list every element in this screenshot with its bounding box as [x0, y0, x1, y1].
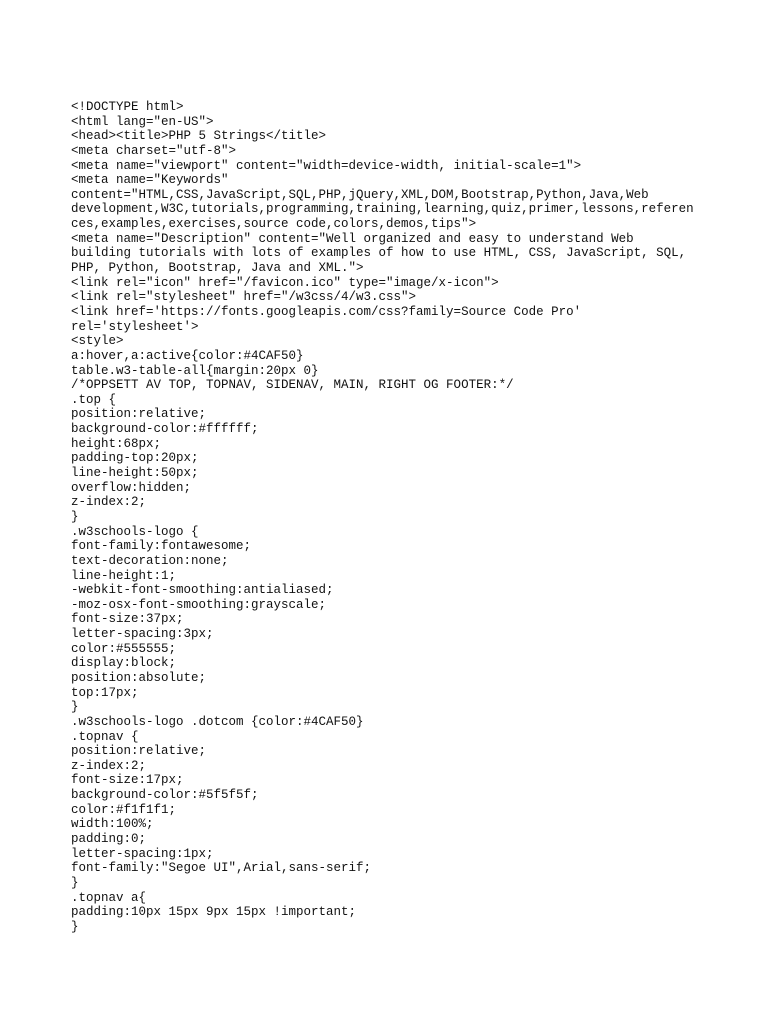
code-line: letter-spacing:1px; — [71, 846, 214, 861]
code-line: } — [71, 700, 79, 715]
code-line: <html lang="en-US"> — [71, 114, 214, 129]
code-line: overflow:hidden; — [71, 480, 192, 495]
code-line: content="HTML,CSS,JavaScript,SQL,PHP,jQuery,XML,DOM,Bootstrap,Python,Java,Web — [71, 187, 649, 202]
code-line: background-color:#5f5f5f; — [71, 788, 259, 803]
code-line: font-family:fontawesome; — [71, 539, 252, 554]
code-line: } — [71, 509, 79, 524]
code-line: color:#555555; — [71, 641, 177, 656]
code-line: padding:10px 15px 9px 15px !important; — [71, 905, 357, 920]
code-line: display:block; — [71, 656, 177, 671]
code-line: } — [71, 919, 79, 934]
code-line: z-index:2; — [71, 495, 147, 510]
code-line: .w3schools-logo .dotcom {color:#4CAF50} — [71, 714, 364, 729]
code-line: <meta name="viewport" content="width=device-width, initial-scale=1"> — [71, 158, 582, 173]
code-line: <link rel="icon" href="/favicon.ico" type="image/x-icon"> — [71, 275, 499, 290]
code-line: padding:0; — [71, 832, 147, 847]
code-line: <style> — [71, 334, 124, 349]
code-line: width:100%; — [71, 817, 154, 832]
code-line: development,W3C,tutorials,programming,training,learning,quiz,primer,lessons,referen — [71, 202, 694, 217]
code-line: position:relative; — [71, 744, 207, 759]
code-line: -moz-osx-font-smoothing:grayscale; — [71, 597, 327, 612]
code-line: font-family:"Segoe UI",Arial,sans-serif; — [71, 861, 372, 876]
code-line: .w3schools-logo { — [71, 524, 199, 539]
code-line: <meta name="Description" content="Well organized and easy to understand Web — [71, 231, 634, 246]
code-line: <!DOCTYPE html> — [71, 100, 184, 114]
code-line: top:17px; — [71, 685, 139, 700]
code-line: building tutorials with lots of examples of how to use HTML, CSS, JavaScript, SQL, — [71, 246, 687, 261]
code-line: /*OPPSETT AV TOP, TOPNAV, SIDENAV, MAIN, RIGHT OG FOOTER:*/ — [71, 378, 514, 393]
document-page — [71, 100, 711, 935]
code-line: rel='stylesheet'> — [71, 319, 199, 334]
code-line: .topnav a{ — [71, 890, 147, 905]
code-line: line-height:1; — [71, 568, 177, 583]
code-line: } — [71, 875, 79, 890]
code-line: ces,examples,exercises,source code,colors,demos,tips"> — [71, 217, 477, 232]
code-line: <head><title>PHP 5 Strings</title> — [71, 129, 327, 144]
code-line: table.w3-table-all{margin:20px 0} — [71, 363, 319, 378]
code-line: PHP, Python, Bootstrap, Java and XML."> — [71, 261, 364, 276]
code-line: font-size:37px; — [71, 612, 184, 627]
code-line: -webkit-font-smoothing:antialiased; — [71, 583, 334, 598]
code-line: padding-top:20px; — [71, 451, 199, 466]
code-line: height:68px; — [71, 436, 162, 451]
code-line: <link rel="stylesheet" href="/w3css/4/w3.css"> — [71, 290, 417, 305]
code-line: color:#f1f1f1; — [71, 802, 177, 817]
code-line: .top { — [71, 392, 117, 407]
code-line: text-decoration:none; — [71, 553, 229, 568]
code-line: <meta name="Keywords" — [71, 173, 229, 188]
code-line: position:absolute; — [71, 670, 207, 685]
code-line: z-index:2; — [71, 758, 147, 773]
code-line: position:relative; — [71, 407, 207, 422]
code-line: font-size:17px; — [71, 773, 184, 788]
code-line: <meta charset="utf-8"> — [71, 143, 237, 158]
code-line: .topnav { — [71, 729, 139, 744]
code-line: background-color:#ffffff; — [71, 422, 259, 437]
code-line: a:hover,a:active{color:#4CAF50} — [71, 348, 304, 363]
source-code-block — [71, 100, 711, 935]
code-line: line-height:50px; — [71, 466, 199, 481]
code-line: letter-spacing:3px; — [71, 627, 214, 642]
code-line: <link href='https://fonts.googleapis.com/css?family=Source Code Pro' — [71, 304, 582, 319]
